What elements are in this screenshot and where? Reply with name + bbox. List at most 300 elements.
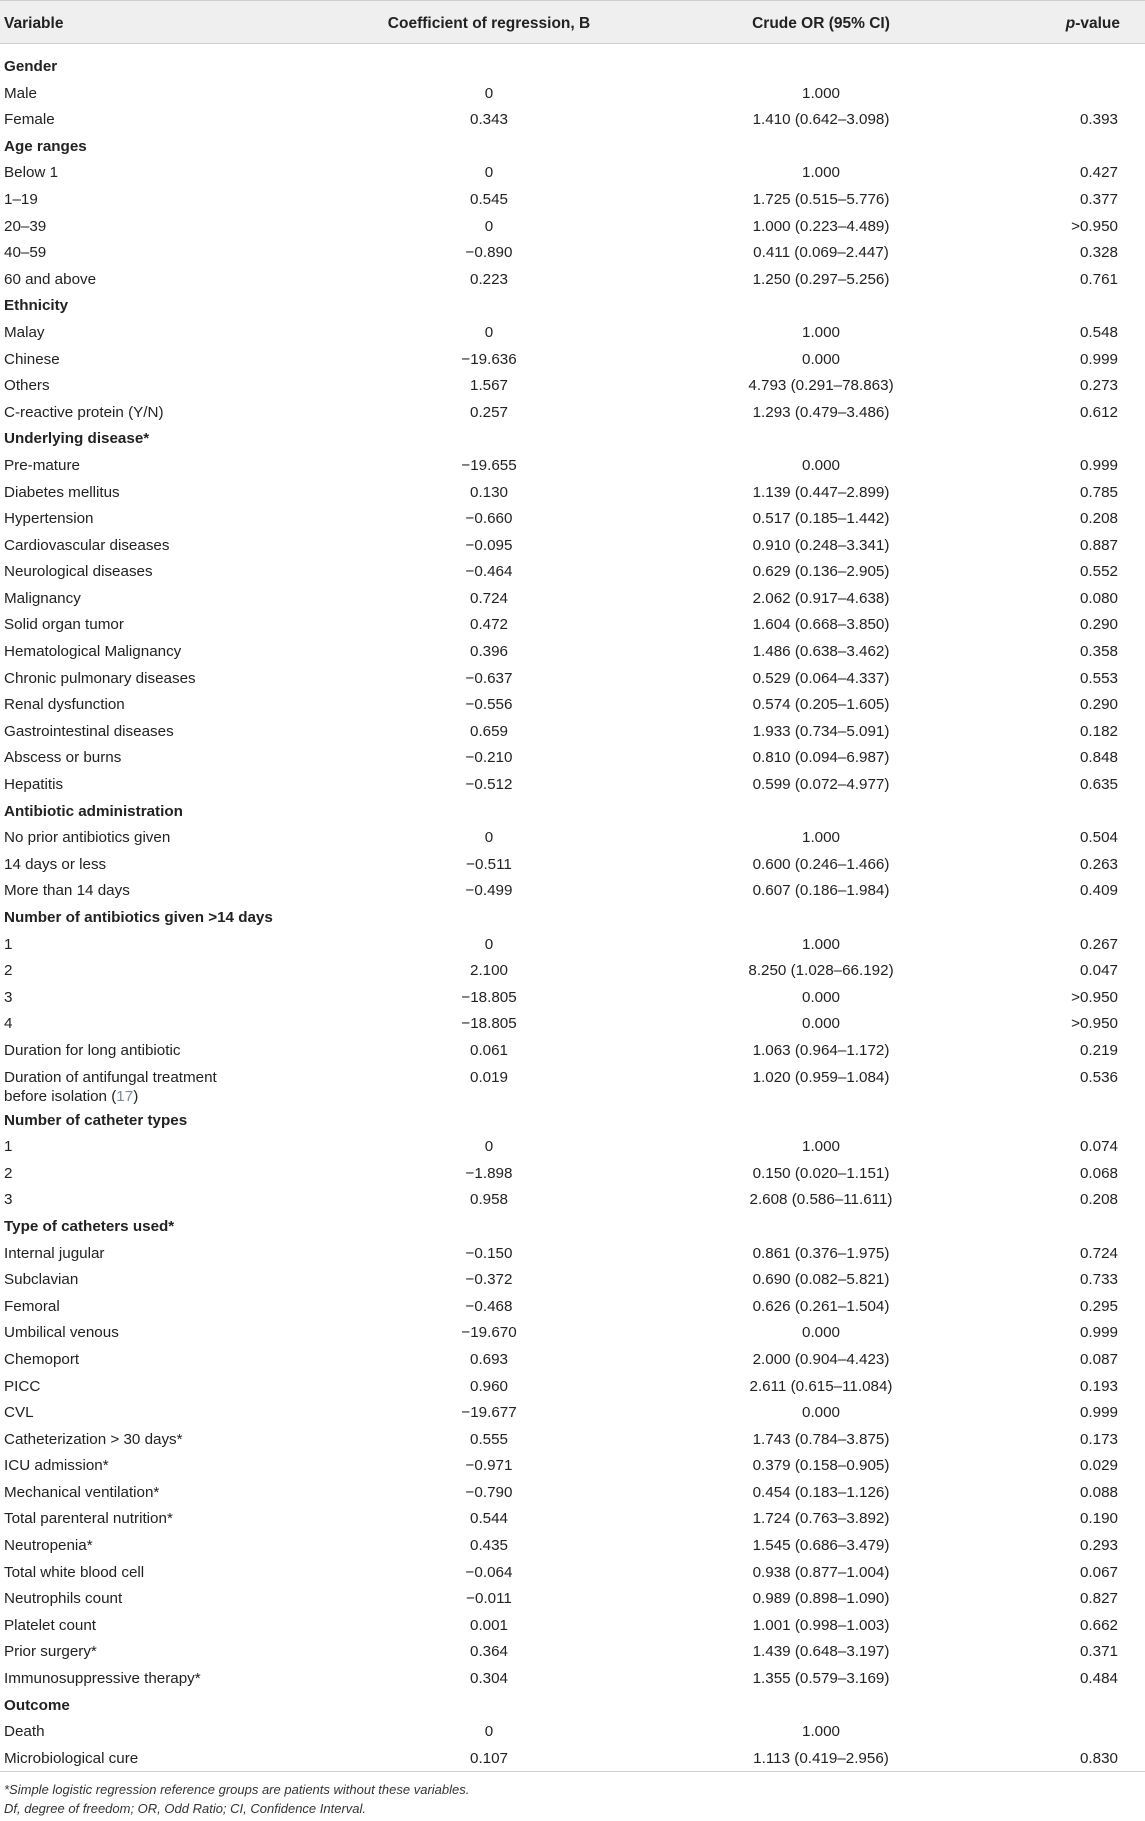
p-value-cell: 0.047 bbox=[1079, 962, 1118, 980]
coefficient-cell: 0 bbox=[484, 323, 494, 341]
table-row bbox=[0, 267, 1145, 294]
crude-or-cell: 1.293 (0.479–3.486) bbox=[752, 403, 890, 421]
coefficient-cell: −0.637 bbox=[465, 669, 513, 687]
variable-cell: 60 and above bbox=[4, 270, 97, 288]
table-row bbox=[0, 240, 1145, 267]
coefficient-cell: 0 bbox=[484, 829, 494, 847]
crude-or-cell: 2.000 (0.904–4.423) bbox=[752, 1350, 890, 1368]
coefficient-cell: 0.724 bbox=[469, 589, 509, 607]
variable-cell: Umbilical venous bbox=[4, 1324, 119, 1342]
crude-or-cell: 0.379 (0.158–0.905) bbox=[752, 1457, 890, 1475]
section-header-row bbox=[0, 426, 1145, 453]
table-row bbox=[0, 1134, 1145, 1161]
table-row bbox=[0, 1506, 1145, 1533]
p-value-cell: 0.182 bbox=[1079, 722, 1118, 740]
p-value-cell: 0.484 bbox=[1079, 1670, 1118, 1688]
crude-or-cell: 0.810 (0.094–6.987) bbox=[752, 749, 890, 767]
coefficient-cell: −0.511 bbox=[466, 855, 512, 873]
table-row bbox=[0, 1267, 1145, 1294]
table-row bbox=[0, 1560, 1145, 1587]
p-value-cell: 0.612 bbox=[1079, 403, 1118, 421]
variable-cell: Chemoport bbox=[4, 1350, 80, 1368]
coefficient-cell: 0 bbox=[484, 217, 494, 235]
p-value-cell: 0.267 bbox=[1079, 935, 1118, 953]
variable-cell: Chronic pulmonary diseases bbox=[4, 669, 196, 687]
crude-or-cell: 1.001 (0.998–1.003) bbox=[752, 1616, 890, 1634]
coefficient-cell: −0.372 bbox=[465, 1271, 513, 1289]
variable-text: Duration of antifungal treatment before isolation ( bbox=[4, 1068, 217, 1105]
variable-cell: 3 bbox=[4, 1191, 13, 1209]
variable-cell bbox=[4, 1068, 244, 1106]
variable-cell: Diabetes mellitus bbox=[4, 483, 120, 501]
coefficient-cell: 0.364 bbox=[469, 1643, 509, 1661]
p-value-cell: 0.208 bbox=[1079, 510, 1118, 528]
variable-cell: Hematological Malignancy bbox=[4, 643, 182, 661]
table-row bbox=[0, 187, 1145, 214]
p-value-cell: 0.887 bbox=[1079, 536, 1118, 554]
section-header-row bbox=[0, 905, 1145, 932]
coefficient-cell: −0.064 bbox=[465, 1563, 513, 1581]
crude-or-cell: 1.139 (0.447–2.899) bbox=[752, 483, 890, 501]
coefficient-cell: −0.095 bbox=[465, 536, 513, 554]
variable-cell: Subclavian bbox=[4, 1271, 79, 1289]
p-value-cell: 0.999 bbox=[1079, 1404, 1118, 1422]
p-value-cell: 0.219 bbox=[1079, 1041, 1118, 1059]
crude-or-cell: 0.000 bbox=[801, 350, 841, 368]
section-label: Antibiotic administration bbox=[4, 802, 183, 820]
coefficient-cell: 0 bbox=[484, 1723, 494, 1741]
variable-cell: PICC bbox=[4, 1377, 41, 1395]
reference-link[interactable]: 17 bbox=[116, 1087, 134, 1105]
table-row bbox=[0, 160, 1145, 187]
section-label: Gender bbox=[4, 58, 58, 75]
p-value-cell: 0.504 bbox=[1079, 829, 1118, 847]
variable-cell: Duration for long antibiotic bbox=[4, 1041, 181, 1059]
table-row bbox=[0, 373, 1145, 400]
crude-or-cell: 0.000 bbox=[801, 1015, 841, 1033]
table-row bbox=[0, 1719, 1145, 1746]
p-value-cell: 0.290 bbox=[1079, 696, 1118, 714]
table-row bbox=[0, 1613, 1145, 1640]
variable-cell: 1 bbox=[4, 1138, 13, 1156]
variable-cell: C-reactive protein (Y/N) bbox=[4, 403, 164, 421]
section-label: Underlying disease* bbox=[4, 430, 150, 448]
crude-or-cell: 1.000 (0.223–4.489) bbox=[752, 217, 890, 235]
coefficient-cell: −18.805 bbox=[461, 1015, 517, 1033]
section-header-row bbox=[0, 1108, 1145, 1135]
variable-cell: Total white blood cell bbox=[4, 1563, 145, 1581]
variable-cell: Chinese bbox=[4, 350, 60, 368]
table-row bbox=[0, 878, 1145, 905]
crude-or-cell: 0.690 (0.082–5.821) bbox=[752, 1271, 890, 1289]
crude-or-cell: 0.599 (0.072–4.977) bbox=[752, 776, 890, 794]
table-row bbox=[0, 214, 1145, 241]
coefficient-cell: 0.223 bbox=[469, 270, 509, 288]
table-row bbox=[0, 586, 1145, 613]
variable-cell: 2 bbox=[4, 962, 13, 980]
coefficient-cell: 2.100 bbox=[469, 962, 509, 980]
crude-or-cell: 1.000 bbox=[801, 323, 841, 341]
table-row bbox=[0, 772, 1145, 799]
crude-or-cell: 0.626 (0.261–1.504) bbox=[752, 1297, 890, 1315]
section-label: Age ranges bbox=[4, 137, 87, 155]
variable-cell: Immunosuppressive therapy* bbox=[4, 1670, 201, 1688]
variable-cell: 14 days or less bbox=[4, 855, 107, 873]
table-row bbox=[0, 1294, 1145, 1321]
coefficient-cell: 0.435 bbox=[469, 1537, 509, 1555]
p-value-cell: 0.848 bbox=[1079, 749, 1118, 767]
variable-cell: Below 1 bbox=[4, 164, 59, 182]
section-label: Outcome bbox=[4, 1696, 70, 1714]
variable-cell: Solid organ tumor bbox=[4, 616, 124, 634]
section-header-row bbox=[0, 799, 1145, 826]
p-value-cell: 0.328 bbox=[1079, 244, 1118, 262]
table-row bbox=[0, 506, 1145, 533]
variable-cell: 3 bbox=[4, 988, 13, 1006]
coefficient-cell: 0 bbox=[484, 164, 494, 182]
crude-or-cell: 0.529 (0.064–4.337) bbox=[752, 669, 890, 687]
table-row bbox=[0, 958, 1145, 985]
variable-cell: Malignancy bbox=[4, 589, 81, 607]
p-value-cell: 0.761 bbox=[1079, 270, 1118, 288]
p-value-cell: 0.377 bbox=[1079, 190, 1118, 208]
coefficient-cell: −19.636 bbox=[461, 350, 517, 368]
footnote-1: *Simple logistic regression reference groups are patients without these variables. bbox=[4, 1782, 470, 1797]
coefficient-cell: −0.210 bbox=[465, 749, 513, 767]
section-header-row bbox=[0, 293, 1145, 320]
table-row bbox=[0, 612, 1145, 639]
table-header bbox=[0, 0, 1145, 44]
table-row bbox=[0, 1065, 1145, 1108]
coefficient-cell: 0.061 bbox=[469, 1041, 509, 1059]
crude-or-cell: 8.250 (1.028–66.192) bbox=[748, 962, 894, 980]
table-row bbox=[0, 1011, 1145, 1038]
crude-or-cell: 0.000 bbox=[801, 1404, 841, 1422]
crude-or-cell: 1.000 bbox=[801, 164, 841, 182]
crude-or-cell: 1.933 (0.734–5.091) bbox=[752, 722, 890, 740]
crude-or-cell: 1.725 (0.515–5.776) bbox=[752, 190, 890, 208]
p-value-cell: 0.029 bbox=[1079, 1457, 1118, 1475]
crude-or-cell: 1.063 (0.964–1.172) bbox=[752, 1041, 890, 1059]
coefficient-cell: −1.898 bbox=[465, 1164, 513, 1182]
p-value-cell: >0.950 bbox=[1071, 988, 1118, 1006]
p-value-cell: 0.999 bbox=[1079, 350, 1118, 368]
variable-cell: Cardiovascular diseases bbox=[4, 536, 170, 554]
coefficient-cell: 0.001 bbox=[469, 1616, 509, 1634]
crude-or-cell: 1.355 (0.579–3.169) bbox=[752, 1670, 890, 1688]
coefficient-cell: −0.556 bbox=[465, 696, 513, 714]
variable-cell: Femoral bbox=[4, 1297, 60, 1315]
p-value-cell: 0.552 bbox=[1079, 563, 1118, 581]
variable-cell: Catheterization > 30 days* bbox=[4, 1430, 183, 1448]
variable-cell: 2 bbox=[4, 1164, 13, 1182]
table-row bbox=[0, 1161, 1145, 1188]
table-row bbox=[0, 666, 1145, 693]
table-row bbox=[0, 639, 1145, 666]
variable-cell: Microbiological cure bbox=[4, 1749, 139, 1767]
p-value-cell: 0.263 bbox=[1079, 855, 1118, 873]
coefficient-cell: −19.677 bbox=[461, 1404, 517, 1422]
crude-or-cell: 1.486 (0.638–3.462) bbox=[752, 643, 890, 661]
table-row bbox=[0, 347, 1145, 374]
variable-cell: Hypertension bbox=[4, 510, 94, 528]
coefficient-cell: 0.107 bbox=[469, 1749, 509, 1767]
variable-cell: Internal jugular bbox=[4, 1244, 105, 1262]
p-value-cell: 0.635 bbox=[1079, 776, 1118, 794]
variable-cell: 20–39 bbox=[4, 217, 47, 235]
crude-or-cell: 2.062 (0.917–4.638) bbox=[752, 589, 890, 607]
variable-cell: Death bbox=[4, 1723, 45, 1741]
variable-cell: Hepatitis bbox=[4, 776, 64, 794]
crude-or-cell: 1.000 bbox=[801, 1723, 841, 1741]
table-row bbox=[0, 852, 1145, 879]
table-row bbox=[0, 480, 1145, 507]
section-label: Number of antibiotics given >14 days bbox=[4, 909, 273, 926]
coefficient-cell: 0.257 bbox=[469, 403, 509, 421]
crude-or-cell: 0.411 (0.069–2.447) bbox=[753, 244, 889, 262]
crude-or-cell: 1.000 bbox=[801, 935, 841, 953]
variable-cell: Prior surgery* bbox=[4, 1643, 97, 1661]
coefficient-cell: −0.499 bbox=[465, 882, 513, 900]
variable-cell: Female bbox=[4, 111, 55, 129]
variable-cell: Total parenteral nutrition* bbox=[4, 1510, 173, 1528]
coefficient-cell: 0.545 bbox=[469, 190, 509, 208]
p-value-cell: 0.068 bbox=[1079, 1164, 1118, 1182]
variable-cell: Neutropenia* bbox=[4, 1537, 93, 1555]
table-row bbox=[0, 533, 1145, 560]
table-row bbox=[0, 1374, 1145, 1401]
p-value-cell: 0.827 bbox=[1079, 1590, 1118, 1608]
variable-cell: 1–19 bbox=[4, 190, 38, 208]
coefficient-cell: −0.790 bbox=[465, 1483, 513, 1501]
p-value-cell: 0.409 bbox=[1079, 882, 1118, 900]
p-value-cell: 0.193 bbox=[1079, 1377, 1118, 1395]
coefficient-cell: 0.544 bbox=[469, 1510, 509, 1528]
table-row bbox=[0, 1666, 1145, 1693]
crude-or-cell: 0.989 (0.898–1.090) bbox=[752, 1590, 890, 1608]
p-value-cell: 0.662 bbox=[1079, 1616, 1118, 1634]
p-value-cell: 0.393 bbox=[1079, 111, 1118, 129]
coefficient-cell: 0.019 bbox=[469, 1068, 509, 1086]
header-variable: Variable bbox=[4, 15, 64, 32]
p-value-cell: 0.080 bbox=[1079, 589, 1118, 607]
coefficient-cell: 0.130 bbox=[469, 483, 509, 501]
variable-cell: 1 bbox=[4, 935, 13, 953]
p-value-cell: 0.190 bbox=[1079, 1510, 1118, 1528]
table-row bbox=[0, 1241, 1145, 1268]
coefficient-cell: −0.890 bbox=[465, 244, 513, 262]
coefficient-cell: −19.670 bbox=[461, 1324, 517, 1342]
table-row bbox=[0, 1533, 1145, 1560]
variable-cell: Abscess or burns bbox=[4, 749, 122, 767]
crude-or-cell: 1.113 (0.419–2.956) bbox=[753, 1749, 889, 1767]
coefficient-cell: 0.343 bbox=[469, 111, 509, 129]
table-row bbox=[0, 745, 1145, 772]
table-row bbox=[0, 559, 1145, 586]
crude-or-cell: 0.000 bbox=[801, 988, 841, 1006]
variable-cell: More than 14 days bbox=[4, 882, 130, 900]
coefficient-cell: −0.468 bbox=[465, 1297, 513, 1315]
variable-cell: Others bbox=[4, 377, 50, 395]
crude-or-cell: 1.743 (0.784–3.875) bbox=[752, 1430, 890, 1448]
p-value-cell: 0.273 bbox=[1079, 377, 1118, 395]
crude-or-cell: 1.410 (0.642–3.098) bbox=[752, 111, 890, 129]
crude-or-cell: 0.150 (0.020–1.151) bbox=[752, 1164, 890, 1182]
variable-cell: No prior antibiotics given bbox=[4, 829, 171, 847]
section-header-row bbox=[0, 1693, 1145, 1720]
crude-or-cell: 0.629 (0.136–2.905) bbox=[752, 563, 890, 581]
p-value-cell: 0.067 bbox=[1079, 1563, 1118, 1581]
p-value-cell: 0.830 bbox=[1079, 1749, 1118, 1767]
footer-divider bbox=[0, 1771, 1145, 1772]
section-label: Ethnicity bbox=[4, 297, 69, 315]
crude-or-cell: 1.604 (0.668–3.850) bbox=[752, 616, 890, 634]
table-row bbox=[0, 719, 1145, 746]
p-value-cell: 0.290 bbox=[1079, 616, 1118, 634]
table-row bbox=[0, 1639, 1145, 1666]
table-row bbox=[0, 107, 1145, 134]
variable-cell: Male bbox=[4, 84, 37, 102]
section-header-row bbox=[0, 134, 1145, 161]
table-row bbox=[0, 1746, 1145, 1773]
p-value-cell: 0.088 bbox=[1079, 1483, 1118, 1501]
coefficient-cell: 1.567 bbox=[469, 377, 509, 395]
coefficient-cell: −0.011 bbox=[466, 1590, 512, 1608]
variable-cell: Neutrophils count bbox=[4, 1590, 123, 1608]
crude-or-cell: 1.724 (0.763–3.892) bbox=[752, 1510, 890, 1528]
crude-or-cell: 0.000 bbox=[801, 456, 841, 474]
crude-or-cell: 2.611 (0.615–11.084) bbox=[749, 1377, 893, 1395]
crude-or-cell: 1.000 bbox=[801, 84, 841, 102]
table-row bbox=[0, 1400, 1145, 1427]
p-value-cell: 0.208 bbox=[1079, 1191, 1118, 1209]
crude-or-cell: 1.000 bbox=[801, 1138, 841, 1156]
variable-cell: Platelet count bbox=[4, 1616, 97, 1634]
p-value-cell: 0.733 bbox=[1079, 1271, 1118, 1289]
p-value-cell: 0.785 bbox=[1079, 483, 1118, 501]
p-value-cell: 0.293 bbox=[1079, 1537, 1118, 1555]
variable-text-end: ) bbox=[133, 1087, 139, 1105]
crude-or-cell: 1.020 (0.959–1.084) bbox=[752, 1068, 890, 1086]
coefficient-cell: 0.304 bbox=[469, 1670, 509, 1688]
coefficient-cell: −0.971 bbox=[465, 1457, 513, 1475]
coefficient-cell: −18.805 bbox=[461, 988, 517, 1006]
coefficient-cell: −0.150 bbox=[465, 1244, 513, 1262]
variable-cell: Malay bbox=[4, 323, 45, 341]
variable-cell: CVL bbox=[4, 1404, 34, 1422]
section-label: Number of catheter types bbox=[4, 1111, 188, 1129]
variable-cell: Neurological diseases bbox=[4, 563, 153, 581]
p-value-cell: 0.548 bbox=[1079, 323, 1118, 341]
table-row bbox=[0, 1320, 1145, 1347]
crude-or-cell: 0.607 (0.186–1.984) bbox=[752, 882, 890, 900]
p-value-cell: 0.427 bbox=[1079, 164, 1118, 182]
coefficient-cell: 0 bbox=[484, 1138, 494, 1156]
table-row bbox=[0, 320, 1145, 347]
coefficient-cell: 0.659 bbox=[469, 722, 509, 740]
coefficient-cell: −0.660 bbox=[465, 510, 513, 528]
crude-or-cell: 0.600 (0.246–1.466) bbox=[752, 855, 890, 873]
table-row bbox=[0, 825, 1145, 852]
crude-or-cell: 1.545 (0.686–3.479) bbox=[752, 1537, 890, 1555]
p-value-cell: 0.553 bbox=[1079, 669, 1118, 687]
crude-or-cell: 0.910 (0.248–3.341) bbox=[752, 536, 890, 554]
crude-or-cell: 2.608 (0.586–11.611) bbox=[749, 1191, 893, 1209]
header-p-suffix: -value bbox=[1075, 15, 1120, 32]
crude-or-cell: 0.861 (0.376–1.975) bbox=[752, 1244, 890, 1262]
table-row bbox=[0, 1347, 1145, 1374]
table-row bbox=[0, 1480, 1145, 1507]
p-value-cell: >0.950 bbox=[1071, 217, 1118, 235]
table-row bbox=[0, 400, 1145, 427]
variable-cell: ICU admission* bbox=[4, 1457, 109, 1475]
coefficient-cell: −19.655 bbox=[461, 456, 517, 474]
table-row bbox=[0, 1038, 1145, 1065]
crude-or-cell: 1.000 bbox=[801, 829, 841, 847]
table-body bbox=[0, 54, 1145, 1772]
p-value-cell: >0.950 bbox=[1071, 1015, 1118, 1033]
variable-cell: Gastrointestinal diseases bbox=[4, 722, 174, 740]
table-row bbox=[0, 1586, 1145, 1613]
crude-or-cell: 0.517 (0.185–1.442) bbox=[752, 510, 890, 528]
variable-cell: 4 bbox=[4, 1015, 13, 1033]
variable-cell: 40–59 bbox=[4, 244, 47, 262]
crude-or-cell: 0.454 (0.183–1.126) bbox=[752, 1483, 890, 1501]
table-row bbox=[0, 1427, 1145, 1454]
coefficient-cell: 0.396 bbox=[469, 643, 509, 661]
table-row bbox=[0, 1453, 1145, 1480]
coefficient-cell: 0 bbox=[484, 84, 494, 102]
table-row bbox=[0, 985, 1145, 1012]
p-value-cell: 0.536 bbox=[1079, 1068, 1118, 1086]
section-header-row bbox=[0, 1214, 1145, 1241]
p-value-cell: 0.999 bbox=[1079, 456, 1118, 474]
coefficient-cell: −0.512 bbox=[465, 776, 513, 794]
table-row bbox=[0, 453, 1145, 480]
crude-or-cell: 1.439 (0.648–3.197) bbox=[752, 1643, 890, 1661]
table-row bbox=[0, 81, 1145, 108]
coefficient-cell: −0.464 bbox=[465, 563, 513, 581]
variable-cell: Mechanical ventilation* bbox=[4, 1483, 160, 1501]
p-value-cell: 0.173 bbox=[1079, 1430, 1118, 1448]
coefficient-cell: 0.958 bbox=[469, 1191, 509, 1209]
header-p-value bbox=[1066, 15, 1120, 33]
crude-or-cell: 0.574 (0.205–1.605) bbox=[752, 696, 890, 714]
coefficient-cell: 0 bbox=[484, 935, 494, 953]
coefficient-cell: 0.693 bbox=[469, 1350, 509, 1368]
crude-or-cell: 0.000 bbox=[801, 1324, 841, 1342]
table-row bbox=[0, 692, 1145, 719]
p-value-cell: 0.074 bbox=[1079, 1138, 1118, 1156]
header-p-italic: p bbox=[1065, 15, 1076, 32]
p-value-cell: 0.087 bbox=[1079, 1350, 1118, 1368]
section-header-row bbox=[0, 54, 1145, 81]
crude-or-cell: 1.250 (0.297–5.256) bbox=[752, 270, 890, 288]
table-footnotes bbox=[4, 1780, 469, 1818]
variable-cell: Pre-mature bbox=[4, 456, 80, 474]
coefficient-cell: 0.472 bbox=[469, 616, 509, 634]
table-row bbox=[0, 932, 1145, 959]
variable-cell: Renal dysfunction bbox=[4, 696, 125, 714]
coefficient-cell: 0.960 bbox=[469, 1377, 509, 1395]
header-coefficient: Coefficient of regression, B bbox=[387, 15, 591, 32]
header-crude-or: Crude OR (95% CI) bbox=[752, 15, 890, 32]
p-value-cell: 0.358 bbox=[1079, 643, 1118, 661]
crude-or-cell: 0.938 (0.877–1.004) bbox=[752, 1563, 890, 1581]
table-row bbox=[0, 1187, 1145, 1214]
p-value-cell: 0.295 bbox=[1079, 1297, 1118, 1315]
crude-or-cell: 4.793 (0.291–78.863) bbox=[748, 377, 894, 395]
